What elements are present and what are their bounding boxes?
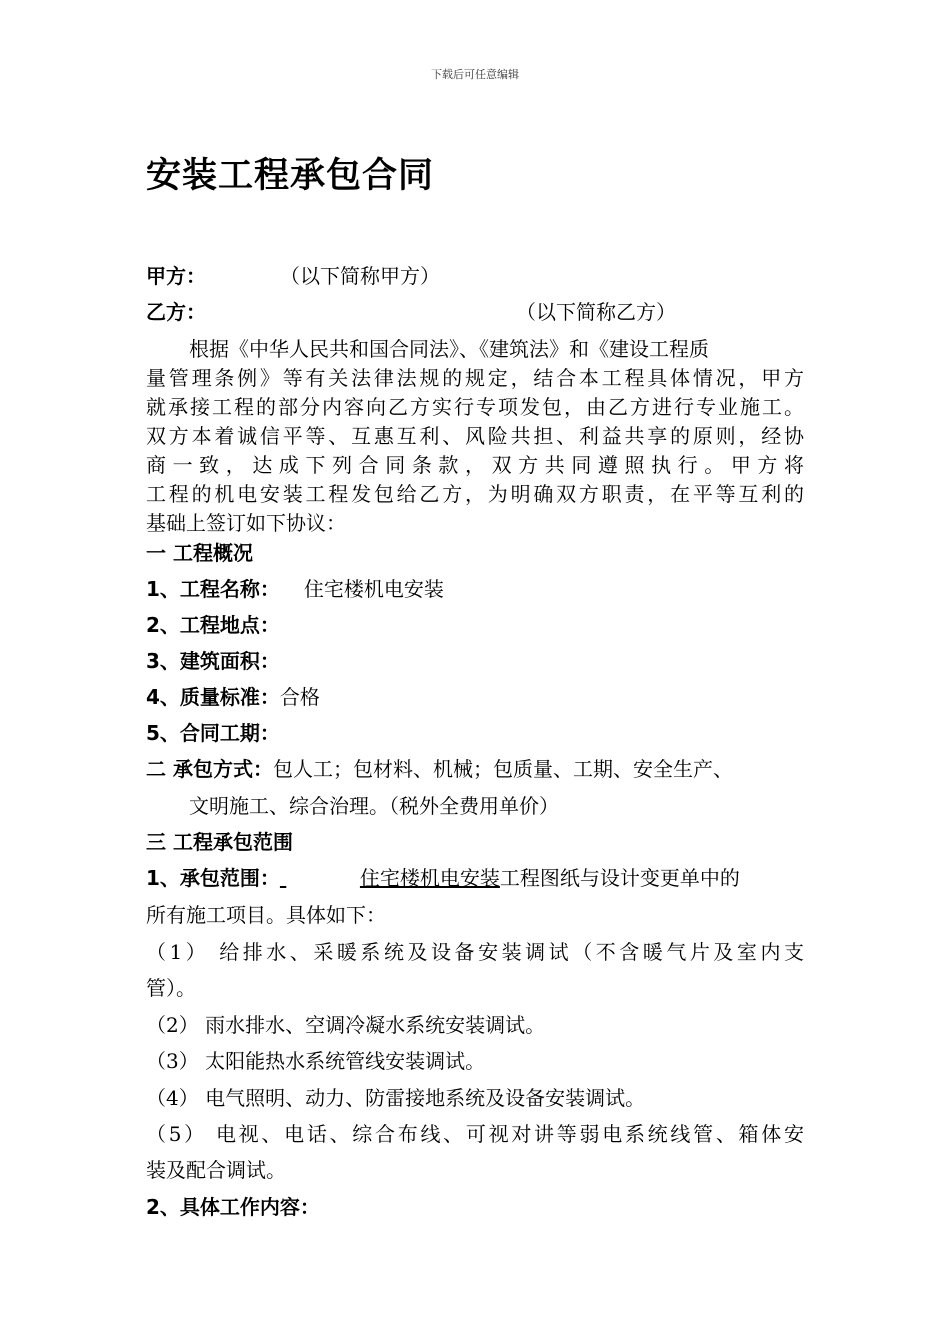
party-b-line <box>146 297 676 327</box>
document-title: 安装工程承包合同 <box>146 156 435 196</box>
scope-line-2: 所有施工项目。具体如下： <box>146 903 386 927</box>
intro-line-7: 基础上签订如下协议： <box>146 511 346 535</box>
quality-standard-label: 4、质量标准： <box>146 685 280 709</box>
scope-underlined: 住宅楼机电安装 <box>359 866 500 890</box>
project-name-label: 1、工程名称： <box>146 577 280 601</box>
project-name-row <box>146 574 444 604</box>
scope-item-4: （4） 电气照明、动力、防雷接地系统及设备安装调试。 <box>146 1086 646 1110</box>
scope-item-1: （1） 给排水、采暖系统及设备安装调试（不含暖气片及室内支 <box>146 940 804 964</box>
scope-blank <box>280 863 360 893</box>
project-name-value: 住宅楼机电安装 <box>303 577 444 601</box>
intro-line-1: 根据《中华人民共和国合同法》、《建筑法》和《建设工程质 <box>189 337 709 361</box>
party-b-label: 乙方： <box>146 300 206 324</box>
intro-line-6: 工程的机电安装工程发包给乙方，为明确双方职责，在平等互利的 <box>146 482 804 506</box>
contract-method-value-2: 文明施工、综合治理。（税外全费用单价） <box>189 794 559 818</box>
scope-item-1-cont: 管）。 <box>146 976 196 1000</box>
party-a-suffix: （以下简称甲方） <box>280 264 440 288</box>
contract-method-value-1: 包人工；包材料、机械；包质量、工期、安全生产、 <box>272 757 733 781</box>
scope-item-5-cont: 装及配合调试。 <box>146 1158 286 1182</box>
party-a-label: 甲方： <box>146 264 206 288</box>
contract-method-row <box>146 754 733 784</box>
scope-rest: 工程图纸与设计变更单中的 <box>499 866 740 890</box>
scope-row <box>146 863 740 893</box>
party-b-suffix: （以下简称乙方） <box>516 300 676 324</box>
project-location-label: 2、工程地点： <box>146 613 280 637</box>
party-a-line <box>146 261 440 291</box>
building-area-label: 3、建筑面积： <box>146 649 280 673</box>
scope-label: 1、承包范围： <box>146 866 280 890</box>
quality-standard-value: 合格 <box>279 685 320 709</box>
work-content-label: 2、具体工作内容： <box>146 1195 320 1219</box>
scope-item-2: （2） 雨水排水、空调冷凝水系统安装调试。 <box>146 1013 546 1037</box>
section-1-heading: 一 工程概况 <box>146 541 253 565</box>
quality-standard-row <box>146 682 320 712</box>
scope-item-5: （5） 电视、电话、综合布线、可视对讲等弱电系统线管、箱体安 <box>146 1122 804 1146</box>
section-3-heading-text: 三 工程承包范围 <box>146 830 293 854</box>
scope-item-3: （3） 太阳能热水系统管线安装调试。 <box>146 1049 486 1073</box>
intro-line-3: 就承接工程的部分内容向乙方实行专项发包，由乙方进行专业施工。 <box>146 395 804 419</box>
contract-method-label: 二 承包方式： <box>146 757 273 781</box>
page-header-note: 下载后可任意编辑 <box>431 68 519 81</box>
intro-line-2: 量管理条例》等有关法律法规的规定，结合本工程具体情况，甲方 <box>146 366 804 390</box>
section-3-heading <box>146 827 293 857</box>
intro-line-5: 商一致，达成下列合同条款，双方共同遵照执行。甲方将 <box>146 453 804 477</box>
intro-line-4: 双方本着诚信平等、互惠互利、风险共担、利益共享的原则，经协 <box>146 424 804 448</box>
contract-period-label: 5、合同工期： <box>146 721 280 745</box>
